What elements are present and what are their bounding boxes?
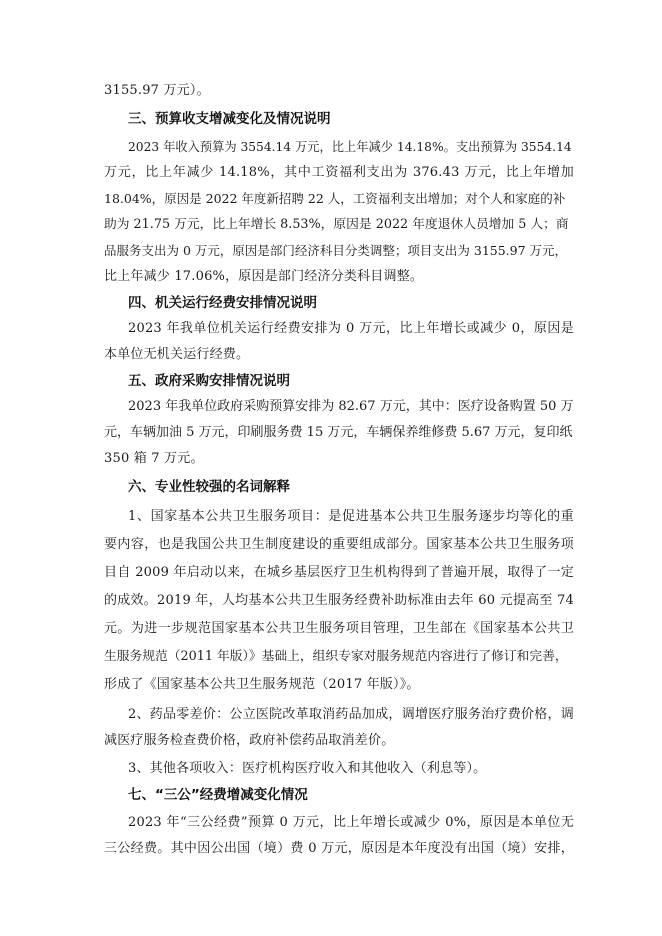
text-line: 2023 年我单位机关运行经费安排为 0 万元，比上年增长或减少 0，原因是	[128, 321, 574, 336]
text-line: 的成效。2019 年，人均基本公共卫生服务经费补助标准由去年 60 元提高至 74	[104, 593, 574, 608]
text-line: 助为 21.75 万元，比上年增长 8.53%，原因是 2022 年度退休人员增加 5 人；商	[104, 217, 569, 232]
text-line: 2023 年我单位政府采购预算安排为 82.67 万元，其中：医疗设备购置 50 万	[128, 399, 574, 414]
text-line: 比上年减少 17.06%，原因是部门经济分类科目调整。	[104, 269, 424, 284]
text-line: 18.04%，原因是 2022 年度新招聘 22 人，工资福利支出增加；对个人和家庭的补	[104, 191, 566, 206]
section-heading: 六、专业性较强的名词解释	[128, 479, 290, 495]
text-line: 目自 2009 年启动以来，在城乡基层医疗卫生机构得到了普遍开展，取得了一定	[104, 565, 574, 580]
section-heading: 七、“三公”经费增减变化情况	[128, 787, 308, 803]
text-line: 三公经费。其中因公出国（境）费 0 万元，原因是本年度没有出国（境）安排，	[104, 841, 574, 856]
text-line: 形成了《国家基本公共卫生服务规范（2017 年版）》。	[104, 677, 420, 692]
text-line: 本单位无机关运行经费。	[104, 347, 250, 362]
text-line: 3155.97 万元）。	[104, 83, 210, 98]
text-line: 万元，比上年减少 14.18%，其中工资福利支出为 376.43 万元，比上年增加	[104, 165, 574, 180]
text-line: 2、药品零差价：公立医院改革取消药品加成，调增医疗服务治疗费价格，调	[128, 707, 574, 722]
text-line: 1、国家基本公共卫生服务项目：是促进基本公共卫生服务逐步均等化的重	[128, 509, 574, 524]
text-line: 生服务规范（2011 年版）》基础上，组织专家对服务规范内容进行了修订和完善，	[104, 649, 568, 664]
text-line: 品服务支出为 0 万元，原因是部门经济科目分类调整；项目支出为 3155.97 万元，	[104, 243, 568, 258]
text-line: 元。为进一步规范国家基本公共卫生服务项目管理，卫生部在《国家基本公共卫	[104, 621, 574, 636]
text-line: 2023 年“三公经费”预算 0 万元，比上年增长或减少 0%，原因是本单位无	[128, 815, 574, 830]
section-heading: 五、政府采购安排情况说明	[128, 373, 290, 389]
text-line: 3、其他各项收入：医疗机构医疗收入和其他收入（利息等）。	[128, 761, 487, 776]
text-line: 元，车辆加油 5 万元，印刷服务费 15 万元，车辆保养维修费 5.67 万元，复印纸	[104, 425, 573, 440]
section-heading: 四、机关运行经费安排情况说明	[128, 295, 317, 311]
section-heading: 三、预算收支增减变化及情况说明	[128, 111, 331, 127]
text-line: 要内容，也是我国公共卫生制度建设的重要组成部分。国家基本公共卫生服务项	[104, 537, 574, 552]
text-line: 减医疗服务检查费价格，政府补偿药品取消差价。	[104, 733, 395, 748]
text-line: 2023 年收入预算为 3554.14 万元，比上年减少 14.18%。支出预算为 3554.14	[128, 140, 572, 154]
text-line: 350 箱 7 万元。	[104, 451, 204, 466]
